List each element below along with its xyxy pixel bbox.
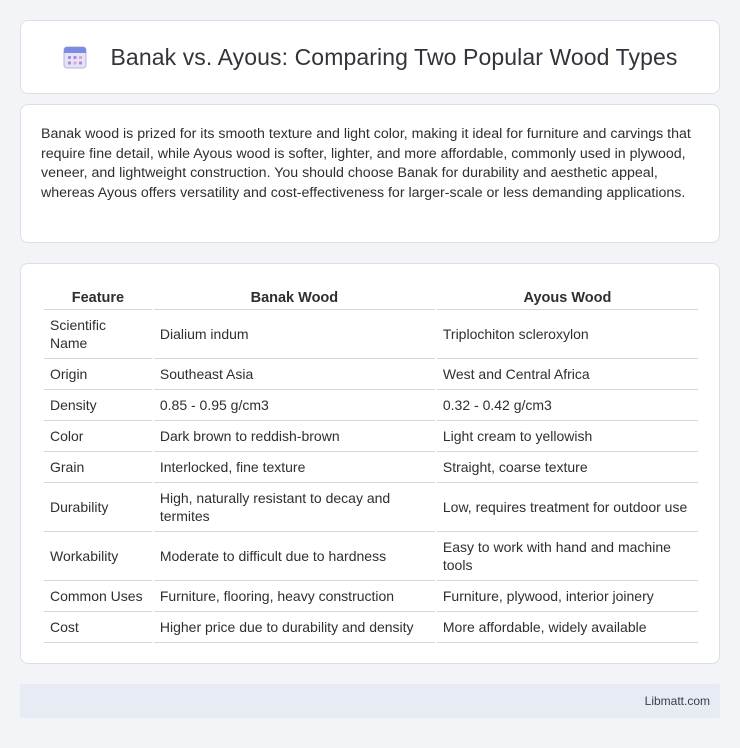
intro-card bbox=[20, 104, 720, 243]
feature-cell: Density bbox=[44, 390, 152, 421]
feature-cell: Grain bbox=[44, 452, 152, 483]
banak-cell: High, naturally resistant to decay and termites bbox=[154, 483, 435, 532]
ayous-cell: Triplochiton scleroxylon bbox=[437, 310, 698, 359]
banak-cell: Southeast Asia bbox=[154, 359, 435, 390]
table-row bbox=[44, 581, 698, 612]
table-row bbox=[44, 612, 698, 643]
feature-cell: Color bbox=[44, 421, 152, 452]
table-row bbox=[44, 390, 698, 421]
ayous-cell: 0.32 - 0.42 g/cm3 bbox=[437, 390, 698, 421]
page-title: Banak vs. Ayous: Comparing Two Popular Wood Types bbox=[110, 43, 678, 70]
ayous-cell: Straight, coarse texture bbox=[437, 452, 698, 483]
banak-cell: Higher price due to durability and density bbox=[154, 612, 435, 643]
feature-cell: Workability bbox=[44, 532, 152, 581]
feature-cell: Cost bbox=[44, 612, 152, 643]
table-row bbox=[44, 421, 698, 452]
header-card bbox=[20, 20, 720, 94]
intro-paragraph: Banak wood is prized for its smooth texture and light color, making it ideal for furniture and carvings that require fine detail, while Ayous wood is softer, lighter, and more affordable, commonly used in plywood, veneer, and lightweight construction. You should choose Banak for durability and aesthetic appeal, whereas Ayous offers versatility and cost-effectiveness for larger-scale or less demanding applications. bbox=[41, 126, 691, 201]
ayous-cell: More affordable, widely available bbox=[437, 612, 698, 643]
footer-site-link[interactable]: Libmatt.com bbox=[644, 694, 710, 708]
feature-cell: Origin bbox=[44, 359, 152, 390]
comparison-card bbox=[20, 263, 720, 664]
header-banak: Banak Wood bbox=[154, 284, 435, 310]
table-row bbox=[44, 310, 698, 359]
banak-cell: Furniture, flooring, heavy construction bbox=[154, 581, 435, 612]
title-wrap bbox=[62, 44, 677, 71]
header-feature: Feature bbox=[44, 284, 152, 310]
table-row bbox=[44, 532, 698, 581]
ayous-cell: Easy to work with hand and machine tools bbox=[437, 532, 698, 581]
banak-cell: Interlocked, fine texture bbox=[154, 452, 435, 483]
ayous-cell: Light cream to yellowish bbox=[437, 421, 698, 452]
comparison-table bbox=[42, 284, 700, 643]
calendar-table-icon bbox=[62, 44, 88, 70]
feature-cell: Durability bbox=[44, 483, 152, 532]
table-header-row bbox=[44, 284, 698, 310]
footer-bar bbox=[20, 684, 720, 718]
ayous-cell: Low, requires treatment for outdoor use bbox=[437, 483, 698, 532]
banak-cell: Dialium indum bbox=[154, 310, 435, 359]
table-row bbox=[44, 483, 698, 532]
banak-cell: Moderate to difficult due to hardness bbox=[154, 532, 435, 581]
table-row bbox=[44, 359, 698, 390]
header-ayous: Ayous Wood bbox=[437, 284, 698, 310]
banak-cell: 0.85 - 0.95 g/cm3 bbox=[154, 390, 435, 421]
ayous-cell: Furniture, plywood, interior joinery bbox=[437, 581, 698, 612]
table-row bbox=[44, 452, 698, 483]
feature-cell: Scientific Name bbox=[44, 310, 152, 359]
banak-cell: Dark brown to reddish-brown bbox=[154, 421, 435, 452]
feature-cell: Common Uses bbox=[44, 581, 152, 612]
ayous-cell: West and Central Africa bbox=[437, 359, 698, 390]
